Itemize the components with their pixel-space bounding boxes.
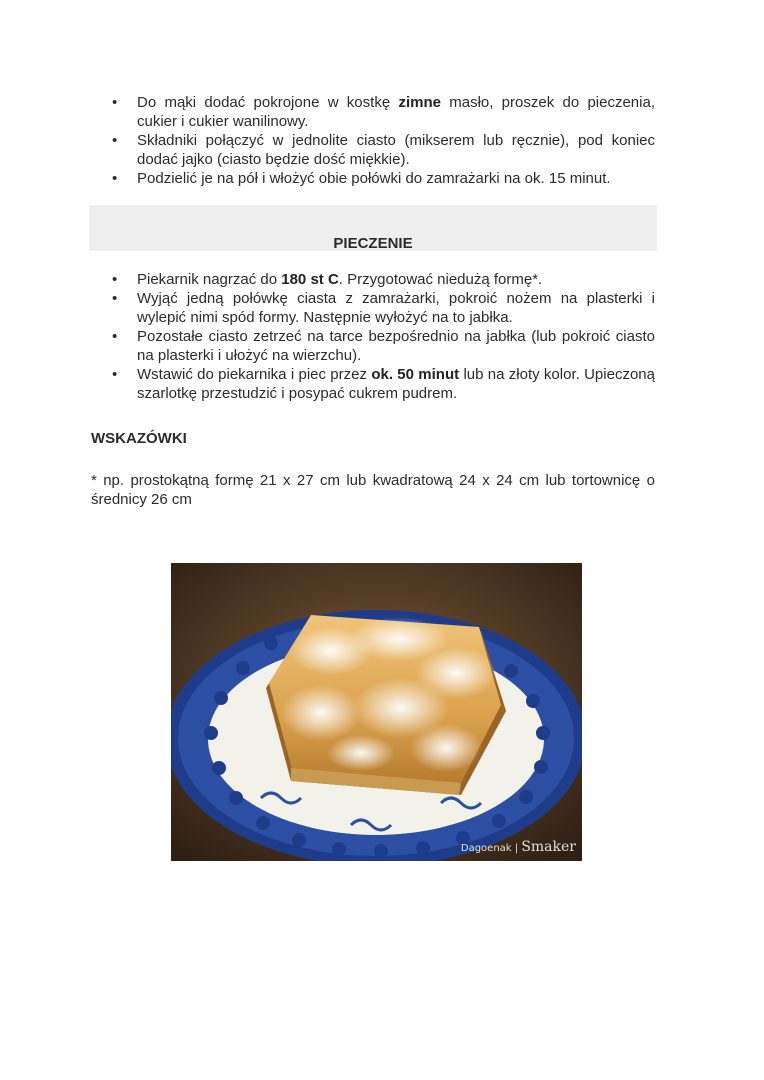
watermark-small: Dagoenak bbox=[460, 843, 512, 854]
list-item: • Wstawić do piekarnika i piec przez ok. 50 minut lub na złoty kolor. Upieczoną szarlotkę przestudzić i posypać cukrem pudrem. bbox=[90, 365, 655, 403]
list-item: • Składniki połączyć w jednolite ciasto (mikserem lub ręcznie), pod koniec dodać jajko (ciasto będzie dość miękkie). bbox=[90, 131, 655, 169]
section-band bbox=[89, 205, 657, 251]
list-item: • Wyjąć jedną połówkę ciasta z zamrażarki, pokroić nożem na plasterki i wylepić nimi spód formy. Następnie wyłożyć na to jabłka. bbox=[90, 289, 655, 327]
list-item: • Do mąki dodać pokrojone w kostkę zimne masło, proszek do pieczenia, cukier i cukier wanilinowy. bbox=[90, 93, 655, 131]
photo-watermark: Dagoenak | Smaker bbox=[460, 839, 576, 855]
dough-steps-list bbox=[90, 93, 655, 188]
section-title: PIECZENIE bbox=[333, 235, 413, 252]
cake-photo bbox=[171, 563, 582, 861]
list-item: • Pozostałe ciasto zetrzeć na tarce bezpośrednio na jabłka (lub pokroić ciasto na plasterki i ułożyć na wierzchu). bbox=[90, 327, 655, 365]
tips-note: * np. prostokątną formę 21 x 27 cm lub kwadratową 24 x 24 cm lub tortownicę o średnicy 26 cm bbox=[91, 472, 655, 508]
list-item: • Piekarnik nagrzać do 180 st C. Przygotować niedużą formę*. bbox=[90, 270, 655, 289]
watermark-brand: Smaker bbox=[521, 839, 576, 855]
baking-steps-list bbox=[90, 270, 655, 403]
list-item: • Podzielić je na pół i włożyć obie połówki do zamrażarki na ok. 15 minut. bbox=[90, 169, 655, 188]
tips-heading: WSKAZÓWKI bbox=[91, 430, 187, 447]
cake-photo-illustration bbox=[171, 563, 582, 861]
